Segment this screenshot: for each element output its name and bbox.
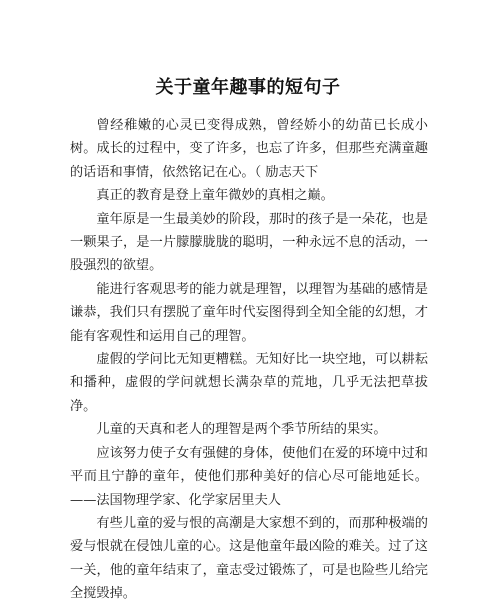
paragraph: 曾经稚嫩的心灵已变得成熟，曾经娇小的幼苗已长成小树。成长的过程中，变了许多，也忘了许多，但那些充满童趣的话语和事情，依然铭记在心。（ 励志天下	[70, 118, 428, 180]
paragraph: 儿童的天真和老人的理智是两个季节所结的果实。	[96, 422, 387, 438]
paragraph: 应该努力使子女有强健的身体，使他们在爱的环境中过和平而且宁静的童年，使他们那种美好的信心尽可能地延长。——法国物理学家、化学家居里夫人	[70, 445, 428, 508]
paragraph: 能进行客观思考的能力就是理智，以理智为基础的感情是谦恭，我们只有摆脱了童年时代妄图得到全知全能的幻想，才能有客观性和运用自己的理智。	[70, 281, 428, 344]
paragraph: 虚假的学问比无知更糟糕。无知好比一块空地，可以耕耘和播种，虚假的学问就想长满杂草的荒地，几乎无法把草拔净。	[70, 352, 428, 414]
document-body	[70, 114, 428, 606]
paragraph: 有些儿童的爱与恨的高潮是大家想不到的，而那种极端的爱与恨就在侵蚀儿童的心。这是他童年最凶险的难关。过了这一关，他的童年结束了，童志受过锻炼了，可是也险些儿给完全搅毁掉。	[70, 515, 428, 602]
document-title: 关于童年趣事的短句子	[155, 77, 341, 98]
paragraph: 真正的教育是登上童年微妙的真相之巅。	[96, 188, 334, 204]
paragraph: 童年原是一生最美妙的阶段，那时的孩子是一朵花，也是一颗果子，是一片朦朦胧胧的聪明，一种永远不息的活动，一股强烈的欲望。	[70, 211, 428, 274]
